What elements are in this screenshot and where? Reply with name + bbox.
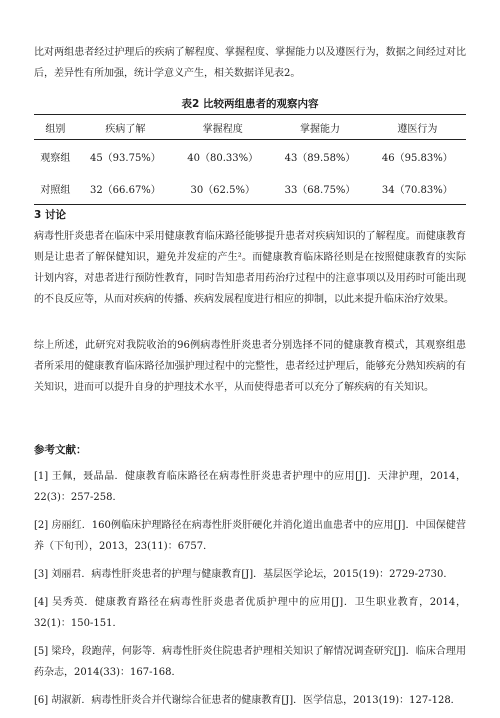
table-cell: 40（80.33%）	[187, 152, 259, 164]
conclusion-paragraph: 综上所述，此研究对我院收治的96例病毒性肝炎患者分别选择不同的健康教育模式，其观察组患者所采用的健康教育临床路径加强护理过程中的完整性，患者经过护理后，能够充分熟知疾病的有关知识，进而可以提升自身的护理技术水平，从而使得患者可以充分了解疾病的有关知识。	[34, 340, 466, 393]
references-heading: 参考文献：	[34, 444, 87, 456]
comparison-table	[34, 114, 466, 205]
table-header-cell: 掌握程度	[174, 115, 271, 140]
discussion-paragraph: 病毒性肝炎患者在临床中采用健康教育临床路径能够提升患者对疾病知识的了解程度。而健康教育则是让患者了解保健知识，避免并发症的产生²。而健康教育临床路径则是在按照健康教育的实际计划内容，对患者进行预防性教育，同时告知患者用药治疗过程中的注意事项以及用药时可能出现的不良反应等，从而对疾病的传播、疾病发展程度进行相应的抑制，以此来提升临床治疗效果。	[34, 231, 466, 305]
reference-item: [4] 吴秀英．健康教育路径在病毒性肝炎患者优质护理中的应用[J]．卫生职业教育，2014，32(1)：150-151．	[34, 597, 466, 629]
table-header-cell: 掌握能力	[271, 115, 368, 140]
table-row	[34, 140, 466, 173]
table-cell: 46（95.83%）	[381, 152, 453, 164]
table-cell: 33（68.75%）	[271, 172, 368, 205]
table-cell: 43（89.58%）	[284, 152, 356, 164]
reference-item: [3] 刘丽君．病毒性肝炎患者的护理与健康教育[J]．基层医学论坛，2015(19)：2729-2730．	[34, 569, 454, 580]
reference-item: [1] 王佩，聂晶晶．健康教育临床路径在病毒性肝炎患者护理中的应用[J]．天津护理，2014，22(3)：257-258．	[34, 471, 466, 503]
reference-list	[34, 466, 466, 718]
table-header-cell: 组别	[34, 115, 77, 140]
section-heading: 3 讨论	[34, 209, 66, 221]
intro-paragraph: 比对两组患者经过护理后的疾病了解程度、掌握程度、掌握能力以及遵医行为，数据之间经过对比后，差异性有所加强，统计学意义产生，相关数据详见表2。	[34, 47, 466, 79]
table-cell: 45（93.75%）	[89, 152, 161, 164]
table-row	[34, 172, 466, 205]
table-cell: 对照组	[34, 172, 77, 205]
reference-item: [5] 梁玲，段跑萍，何影等．病毒性肝炎住院患者护理相关知识了解情况调查研究[J]．临床合理用药杂志，2014(33)：167-168．	[34, 646, 466, 678]
table-cell: 34（70.83%）	[369, 172, 466, 205]
reference-item: [6] 胡淑新．病毒性肝炎合并代谢综合征患者的健康教育[J]．医学信息，2013(19)：127-128．	[34, 695, 461, 706]
table-cell: 30（62.5%）	[174, 172, 271, 205]
table-caption: 表2 比较两组患者的观察内容	[181, 98, 319, 110]
reference-item: [2] 房丽红．160例临床护理路径在病毒性肝炎肝硬化并消化道出血患者中的应用[J]．中国保健营养（下旬刊），2013，23(11)：6757．	[34, 520, 466, 552]
table-cell: 32（66.67%）	[77, 172, 174, 205]
table-cell: 观察组	[40, 152, 71, 164]
table-header-cell: 遵医行为	[369, 115, 466, 140]
table-header-cell: 疾病了解	[77, 115, 174, 140]
table-header-row	[34, 115, 466, 140]
